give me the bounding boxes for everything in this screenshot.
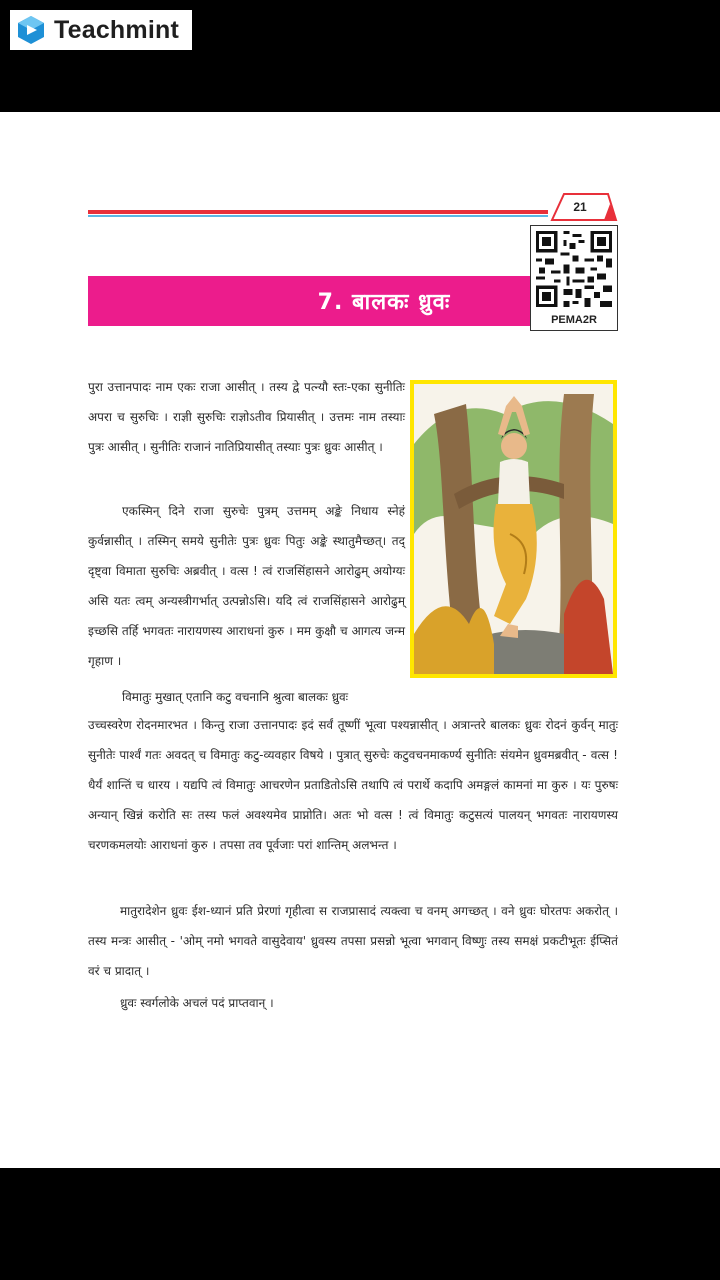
chapter-title-banner bbox=[88, 276, 530, 326]
paragraph-4: मातुरादेशेन ध्रुवः ईश-ध्यानं प्रति प्रेरणां गृहीत्वा स राजप्रासादं त्यक्त्वा च वनम् अगच्छत् । वने ध्रुवः घोरतपः अकरोत् । तस्य मन्त्रः आसीत् - 'ओम् नमो भगवते वासुदेवाय' ध्रुवस्य तपसा प्रसन्नो भूत्वा भगवान् विष्णुः तस्य समक्षं प्रकटीभूतः ईप्सितं वरं च प्रादात् । bbox=[88, 904, 618, 978]
paragraph-3: उच्चस्वरेण रोदनमारभत । किन्तु राजा उत्तानपादः इदं सर्वं तूष्णीं भूत्वा पश्यन्नासीत् । अत्रान्तरे बालकः ध्रुवः रोदनं कुर्वन् मातुः सुनीतेः पार्श्वं गतः अवदत् च विमातुः कटु-व्यवहार विषये । पुत्रात् सुरुचेः कटुवचनमाकर्ण्य सुनीतिः संयमेन ध्रुवमब्रवीत् - वत्स ! धैर्यं शान्तिं च धारय । यद्यपि त्वं विमातुः आचरणेन प्रताडितोऽसि तथापि त्वं परार्थे कदापि अमङ्गलं कामनां मा कुरु । यः पुरुषः अन्यान् खिन्नं करोति सः तस्य फलं अवश्यमेव प्राप्नोति। अतः भो वत्स ! त्वं विमातुः कटुसत्यं पालयन् भगवतः नारायणस्य चरणकमलयोः आराधनां कुरु । तपसा तव पूर्वजाः परां शान्तिम् अलभन्त । bbox=[88, 718, 618, 852]
textbook-page bbox=[0, 112, 720, 1168]
brand-name: Teachmint bbox=[54, 15, 179, 44]
paragraph-2: एकस्मिन् दिने राजा सुरुचेः पुत्रम् उत्तमम् अङ्के निधाय स्नेहं कुर्वन्नासीत् । तस्मिन् समये सुनीतेः पुत्रः ध्रुवः पितुः अङ्के स्थातुमैच्छत्। तद् दृष्ट्वा विमाता सुरुचिः अब्रवीत् । वत्स ! त्वं राजसिंहासने आरोढुम् अयोग्यः असि यतः त्वम् अन्यस्त्रीगर्भात् उत्पन्नोऽसि। यदि त्वं राजसिंहासने आरोढुम् इच्छसि तर्हि भगवतः नारायणस्य आराधनां कुरु । मम कुक्षौ च आगत्य जन्म गृहाण । bbox=[88, 504, 405, 668]
qr-code-box[interactable] bbox=[530, 225, 618, 331]
dhruva-illustration bbox=[410, 380, 617, 678]
chapter-title: 7. बालकः ध्रुवः bbox=[317, 290, 451, 315]
brand-logo[interactable] bbox=[10, 10, 192, 50]
page-number: 21 bbox=[573, 200, 587, 214]
dhruva-meditating-tree-illustration bbox=[414, 384, 613, 674]
bottom-bar bbox=[0, 1168, 720, 1280]
qr-code-label: PEMA2R bbox=[551, 314, 597, 326]
paragraph-5: ध्रुवः स्वर्गलोके अचलं पदं प्राप्तवान् । bbox=[120, 996, 274, 1010]
qr-code-icon bbox=[536, 231, 612, 307]
top-bar bbox=[0, 0, 720, 112]
header-rule-blue bbox=[88, 215, 548, 217]
header-rule-red bbox=[88, 210, 548, 214]
teachmint-logo-icon bbox=[16, 15, 46, 45]
paragraph-1: पुरा उत्तानपादः नाम एकः राजा आसीत् । तस्य द्वे पत्न्यौ स्तः-एका सुनीतिः अपरा च सुरुचिः । राज्ञी सुरुचिः राज्ञोऽतीव प्रियासीत् । उत्तमः नाम तस्याः पुत्रः आसीत् । सुनीतिः राजानं नातिप्रियासीत् तस्याः पुत्रः ध्रुवः आसीत् । bbox=[88, 380, 405, 454]
paragraph-3-first-line: विमातुः मुखात् एतानि कटु वचनानि श्रुत्वा बालकः ध्रुवः bbox=[122, 690, 349, 704]
